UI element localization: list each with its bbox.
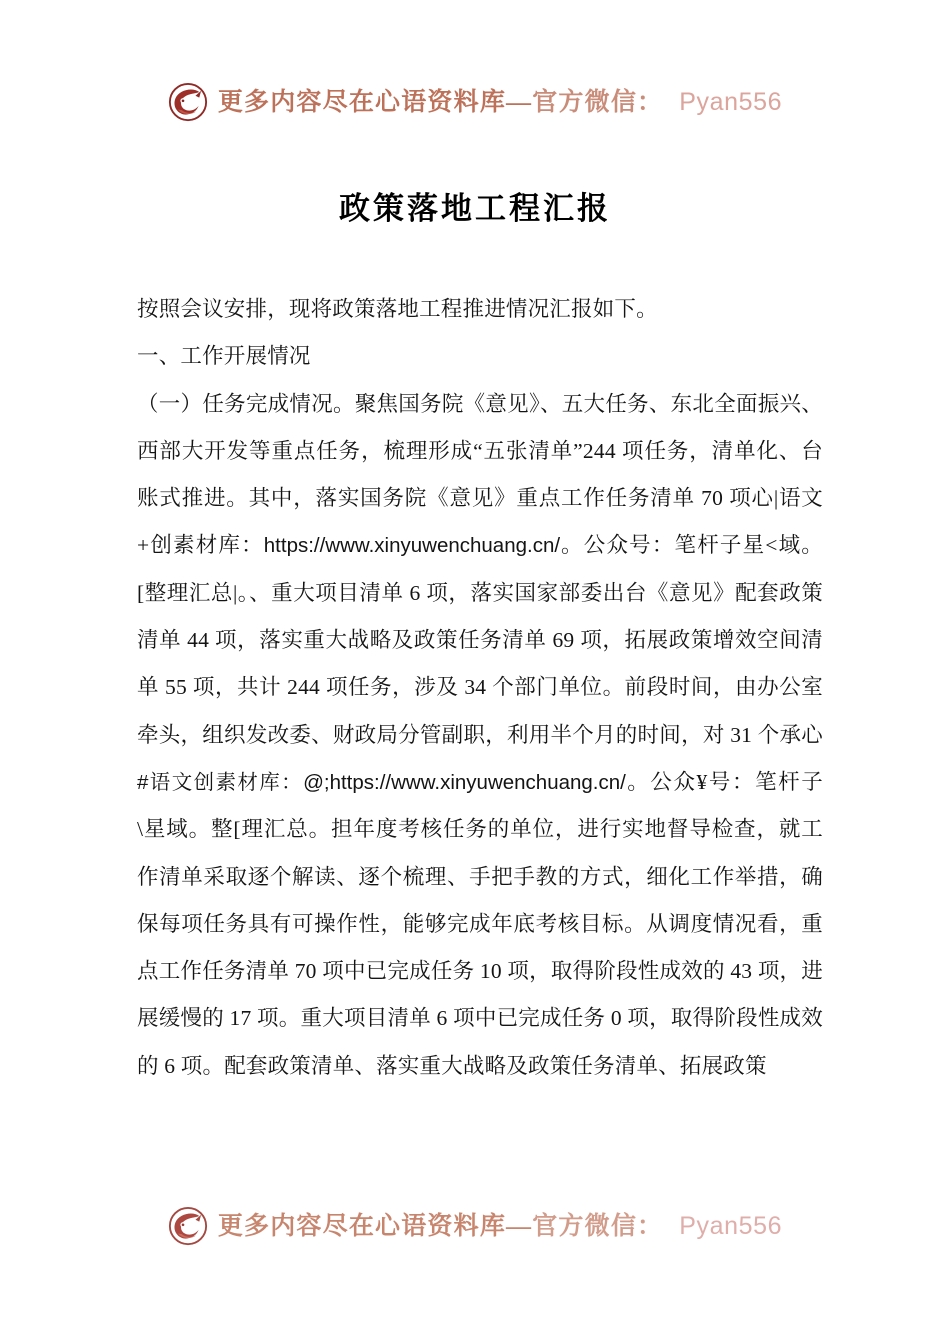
watermark-main-text: 更多内容尽在心语资料库—官方微信：	[217, 88, 664, 116]
section-one-body-paragraph	[137, 381, 823, 1090]
injected-url-2: #语文创素材库：@;https://www.xinyuwenchuang.cn/	[137, 770, 626, 794]
paragraph-segment-3: 。公众¥号：笔杆子\星域。整[理汇总。担年度考核任务的单位，进行实地督导检查，就工作清单采取逐个解读、逐个梳理、手把手教的方式，细化工作举措，确保每项任务具有可操作性，能够完成年底考核目标。从调度情况看，重点工作任务清单 70 项中已完成任务 10 项，取得阶段性成效的 43 项，进展缓慢的 17 项。重大项目清单 6 项中已完成任务 0 项，取得阶段性成效的 6 项。配套政策清单、落实重大战略及政策任务清单、拓展政策	[137, 769, 823, 1078]
injected-url-1: https://www.xinyuwenchuang.cn/	[263, 534, 561, 558]
watermark-wechat-id: Pyan556	[679, 1211, 783, 1240]
xinyu-brand-logo-icon	[168, 1206, 208, 1246]
watermark-main-text: 更多内容尽在心语资料库—官方微信：	[217, 1212, 664, 1240]
paragraph-segment-1: （一）任务完成情况。聚焦国务院《意见》、五大任务、东北全面振兴、西部大开发等重点任务，梳理形成“五张清单”244 项任务，清单化、台账式推进。其中，落实国务院《意见》重点工作任务清单 70 项心|语文+创素材库：	[137, 391, 823, 558]
paragraph-segment-2: 。公众号：笔杆子星<域。[整理汇总|。、重大项目清单 6 项，落实国家部委出台《意见》配套政策清单 44 项，落实重大战略及政策任务清单 69 项，拓展政策增效空间清单 55 项，共计 244 项任务，涉及 34 个部门单位。前段时间，由办公室牵头，组织发改委、财政局分管副职，利用半个月的时间，对 31 个承心	[137, 533, 823, 747]
watermark-wechat-id: Pyan556	[679, 87, 783, 116]
document-title: 政策落地工程汇报	[339, 190, 611, 226]
header-watermark-banner	[0, 82, 950, 122]
xinyu-brand-logo-icon	[168, 82, 208, 122]
section-heading-one: 一、工作开展情况	[137, 344, 311, 369]
footer-watermark-banner	[0, 1206, 950, 1246]
intro-paragraph: 按照会议安排，现将政策落地工程推进情况汇报如下。	[137, 297, 658, 321]
document-body	[137, 286, 823, 1090]
